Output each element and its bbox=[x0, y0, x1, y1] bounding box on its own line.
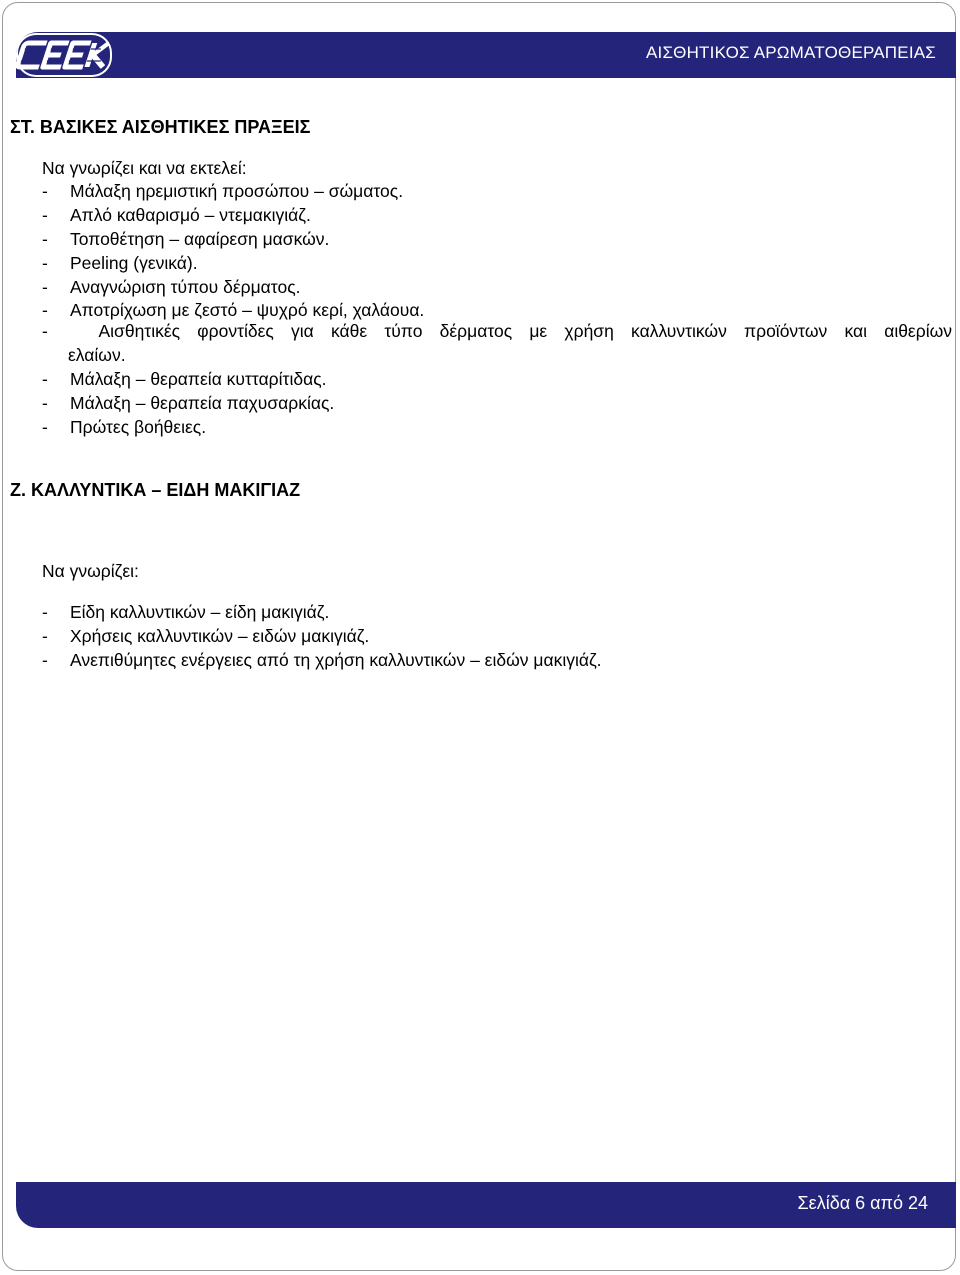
list-dash: - bbox=[42, 626, 48, 646]
list-item-continuation: ελαίων. bbox=[68, 345, 126, 365]
list-item-text: Απλό καθαρισμό – ντεμακιγιάζ. bbox=[70, 205, 311, 225]
list-item-text: Μάλαξη – θεραπεία κυτταρίτιδας. bbox=[70, 369, 327, 389]
section-st-intro: Να γνωρίζει και να εκτελεί: bbox=[42, 158, 247, 178]
list-item-multiline bbox=[42, 321, 952, 342]
list-dash: - bbox=[42, 300, 48, 320]
list-item-text: Χρήσεις καλλυντικών – ειδών μακιγιάζ. bbox=[70, 626, 370, 646]
list-item-text: Μάλαξη ηρεμιστική προσώπου – σώματος. bbox=[70, 181, 404, 201]
list-item-text: Πρώτες βοήθειες. bbox=[70, 417, 207, 437]
list-dash: - bbox=[42, 650, 48, 670]
list-item-text: Αναγνώριση τύπου δέρματος. bbox=[70, 277, 301, 297]
ceek-logo bbox=[16, 33, 112, 82]
list-item-text: Μάλαξη – θεραπεία παχυσαρκίας. bbox=[70, 393, 335, 413]
list-dash: - bbox=[42, 181, 48, 201]
list-item-line bbox=[42, 321, 952, 342]
list-item-text: Peeling (γενικά). bbox=[70, 253, 198, 273]
list-dash: - bbox=[42, 253, 48, 273]
list-item-text: Ανεπιθύμητες ενέργειες από τη χρήση καλλυντικών – ειδών μακιγιάζ. bbox=[70, 650, 602, 670]
section-heading-st: ΣΤ. ΒΑΣΙΚΕΣ ΑΙΣΘΗΤΙΚΕΣ ΠΡΑΞΕΙΣ bbox=[10, 117, 311, 137]
list-item-text: Αποτρίχωση με ζεστό – ψυχρό κερί, χαλάουα. bbox=[70, 300, 425, 320]
page-number: Σελίδα 6 από 24 bbox=[797, 1193, 928, 1213]
header-title: ΑΙΣΘΗΤΙΚΟΣ ΑΡΩΜΑΤΟΘΕΡΑΠΕΙΑΣ bbox=[645, 43, 936, 62]
list-dash: - bbox=[42, 417, 48, 437]
list-dash: - bbox=[42, 393, 48, 413]
list-dash: - bbox=[42, 321, 48, 341]
list-item-text: Τοποθέτηση – αφαίρεση μασκών. bbox=[70, 229, 330, 249]
list-dash: - bbox=[42, 229, 48, 249]
list-dash: - bbox=[42, 602, 48, 622]
list-dash: - bbox=[42, 277, 48, 297]
list-item-text: Αισθητικές φροντίδες για κάθε τύπο δέρματος με χρήση καλλυντικών προϊόντων και αιθερίων bbox=[98, 321, 952, 341]
list-dash: - bbox=[42, 205, 48, 225]
list-item-text: Είδη καλλυντικών – είδη μακιγιάζ. bbox=[70, 602, 330, 622]
list-dash: - bbox=[42, 369, 48, 389]
section-z-intro: Να γνωρίζει: bbox=[42, 561, 139, 581]
section-heading-z: Ζ. ΚΑΛΛΥΝΤΙΚΑ – ΕΙΔΗ ΜΑΚΙΓΙΑΖ bbox=[10, 480, 301, 500]
